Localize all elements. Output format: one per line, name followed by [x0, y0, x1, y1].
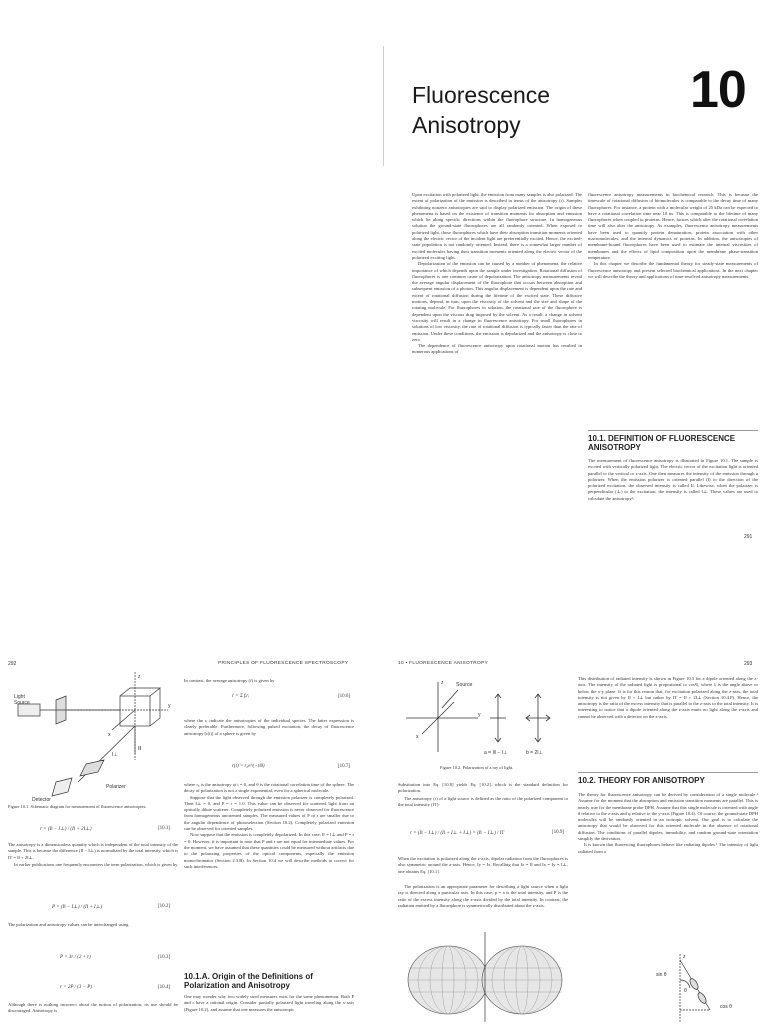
left-page-col2-text-b: where the rᵢ indicate the anisotropies of the individual species. The latter expression is clearly preferable. Furthermore, following pulsed excitation, the decay of fluorescence anisotropy [r(t)] of a sphere is given by — [184, 718, 354, 736]
chapter-title — [412, 80, 672, 140]
fig4-label-sin: sin θ — [656, 972, 667, 978]
top-page-margin-rule — [383, 46, 384, 166]
right-page-col2-text-a: This distribution of radiated intensity is shown in Figure 10.3 for a dipole oriented along the z-axis. The intensity of the radiated light is proportional to cos²ξ, where ξ is the angle above or below the x-y plane. It is for this reason that, for excitation polarized along the z-axis, the total intensity is not given by I‖ + I⊥ but rather by IT = I‖ + 2I⊥ (Section 10.4.F). Hence, the anisotropy is the ratio of the excess intensity that is parallel to the z-axis to the total intensity. It is interesting to notice that a dipole oriented along the z-axis emits no light along the z-axis and cannot be observed with a detector on the z-axis. — [578, 676, 758, 719]
fig2-axis-z: z — [441, 680, 444, 686]
equation-10-7-number: [10.7] — [338, 764, 351, 769]
fig2-label-a: a = I‖ − I⊥ — [484, 750, 508, 756]
figure-10-4-diagram — [650, 950, 760, 1024]
fig1-label-iperp: I⊥ — [112, 752, 118, 758]
intro-right-column — [588, 192, 758, 280]
intro-left-column — [412, 192, 582, 356]
section-rule-10-1 — [588, 430, 758, 431]
section-10-2-text — [578, 792, 758, 855]
fig4-label-cos: cos θ — [720, 1004, 732, 1010]
equation-10-1: r = (I‖ − I⊥) / (I‖ + 2I⊥) — [40, 827, 92, 832]
section-10-1-heading: 10.1. DEFINITION OF FLUORESCENCE ANISOTROPY — [588, 434, 736, 452]
section-10-1-A-text: One may wonder why two widely used measures exist for the same phenomenon. Both P and r have a rational origin. Consider partially polarized light traveling along the x-axis (Figure 10.2), and assume that one measures the anisotropic — [184, 994, 354, 1012]
page-number-293: 293 — [744, 661, 753, 667]
page-number-292: 292 — [8, 661, 17, 667]
equation-10-3: P = 3r / (2 + r) — [60, 955, 91, 960]
section-10-1-A-heading: 10.1.A. Origin of the Definitions of Polarization and Anisotropy — [184, 972, 313, 990]
left-page-col2-text-c — [184, 782, 354, 870]
equation-10-6-number: [10.6] — [338, 694, 351, 699]
left-page-text-d: Although there is nothing incorrect about the notion of polarization, its use should be discouraged. Anisotropy is — [8, 1002, 178, 1014]
right-page-text-c: When the excitation is polarized along the z-axis, dipolar radiation from the fluorophores is also symmetric around the z-axis. Hence, Iy = Ix. Recalling that Iz = I‖ and Ix = Iy = I⊥, one obtains Eq. [10.1]. — [398, 856, 568, 874]
page-number-291: 291 — [744, 534, 753, 540]
fig4-axis-z: z — [683, 954, 686, 960]
equation-10-4: r = 2P / (3 − P) — [60, 985, 92, 990]
fig2-axis-y: y — [478, 712, 481, 718]
equation-10-9-number: [10.9] — [552, 830, 565, 835]
left-page-text-c: The polarization and anisotropy values can be interchanged using — [8, 922, 129, 927]
intro-paragraph-5: In this chapter we describe the fundamental theory for steady-state measurements of fluorescence anisotropy and present selected biochemical applications. In the next chapter we will describe the theory and applications of time-resolved anisotropy measurements. — [588, 261, 758, 279]
intro-paragraph-4: fluorescence anisotropy measurements in biochemical research. This is because the timescale of rotational diffusion of biomolecules is comparable to the decay time of many fluorophores. For instance, a protein with a molecular weight of 25 kDa can be expected to have a rotational correlation time near 10 ns. This is comparable to the lifetime of many fluorophores when coupled to proteins. Hence, factors which alter the rotational correlation time will also alter the anisotropy. As examples, fluorescence anisotropy measurements have been used to quantify protein denaturation, protein association with other macromolecules, and the internal dynamics of proteins. In addition, the anisotropies of membrane-bound fluorophores have been used to estimate the internal viscosities of membranes and the effects of lipid composition upon the membrane phase-transition temperature. — [588, 192, 758, 260]
fig1-axis-x: x — [108, 732, 111, 738]
fig4-label-theta: θ — [684, 988, 687, 994]
right-page-text-b: The anisotropy (r) of a light source is defined as the ratio of the polarized component to the total intensity (IT): — [398, 796, 568, 808]
fig1-label-light: Light — [14, 694, 25, 700]
equation-10-6: r̄ = Σ fᵢrᵢ — [232, 694, 249, 699]
fig1-label-ipar: I‖ — [138, 746, 142, 752]
equation-10-3-number: [10.3] — [158, 955, 171, 960]
figure-10-1-caption: Figure 10.1. Schematic diagram for measurement of fluorescence anisotropies. — [8, 804, 147, 809]
equation-10-9: r = (I‖ − I⊥) / (I‖ + I⊥ + I⊥) = (I‖ − I⊥) / IT — [410, 831, 505, 836]
equation-10-7: r(t) = r₀e^(−t/θ) — [232, 764, 265, 769]
intro-paragraph-1: Upon excitation with polarized light, the emission from many samples is also polarized. The extent of polarization of the emission is described in terms of the anisotropy (r). Samples exhibiting nonzero anisotropies are said to display polarized emission. The origin of these phenomena is based on the existence of transition moments for absorption and emission which lie along specific directions within the fluorophore structure. In homogeneous solution the ground-state fluorophores are all randomly oriented. When exposed to polarized light, those fluorophores which have their absorption transition moments oriented along the electric vector of the incident light are preferentially excited. Hence, the excited-state population is not randomly oriented. Instead, there is a somewhat larger number of excited molecules having their transition moments oriented along the electric vector of the polarized exciting light. — [412, 192, 582, 260]
equation-10-2-number: [10.2] — [158, 904, 171, 909]
chapter-title-line2: Anisotropy — [412, 112, 521, 138]
left-page-text-a: The anisotropy is a dimensionless quantity which is independent of the total intensity of the sample. This is because the difference (I‖ − I⊥) is normalized by the total intensity, which is IT = I‖ + 2I⊥. — [8, 842, 178, 860]
fig1-label-detector: Detector — [32, 797, 51, 802]
equation-10-4-number: [10.4] — [158, 985, 171, 990]
fig2-label-source: Source — [456, 682, 473, 688]
section-10-2-heading: 10.2. THEORY FOR ANISOTROPY — [578, 776, 705, 785]
left-page-col2-paragraph-d: Suppose that the light observed through the emission polarizer is completely polarized. Then I⊥ = 0, and P = r = 1.0. This value can be observed for scattered light from an optically dilute scatterer. Completely polarized emission is never observed for fluorescence from homogeneous unoriented samples. The measured values of P or r are smaller due to the angular dependence of photoselection (Section 10.2). Completely polarized emission can be observed for oriented samples. — [184, 794, 354, 832]
section-10-2-paragraph-2: It is known that fluorescing fluorophores behave like radiating dipoles.¹ The intensity of light radiated from a — [578, 842, 758, 854]
section-10-1-text: The measurement of fluorescence anisotropy is illustrated in Figure 10.1. The sample is excited with vertically polarized light. The electric vector of the excitation light is oriented parallel to the vertical or z-axis. One then measures the intensity of the emission through a polarizer. When the emission polarizer is oriented parallel (‖) to the direction of the polarized excitation, the observed intensity is called I‖. Likewise, when the polarizer is perpendicular (⊥) to the excitation, the intensity is called I⊥. These values are used to calculate the anisotropy¹: — [588, 458, 758, 501]
figure-10-2-diagram — [398, 672, 568, 762]
intro-paragraph-3: The dependence of fluorescence anisotropy upon rotational motion has resulted in numerous applications of — [412, 343, 582, 355]
running-head-right: 10 • FLUORESCENCE ANISOTROPY — [398, 661, 489, 666]
fig1-axis-z: z — [138, 674, 141, 680]
chapter-number: 10 — [690, 61, 746, 119]
figure-10-3-diagram — [398, 928, 570, 1024]
fig1-label-polarizer: Polarizer — [106, 784, 126, 790]
right-page-text-a: Substitution into Eq. [10.8] yields Eq. [10.2], which is the standard definition for polarization. — [398, 782, 568, 794]
equation-10-1-number: [10.1] — [158, 826, 171, 831]
left-page-col2-paragraph-c: where r₀ is the anisotropy at t = 0, and θ is the rotational correlation time of the sphere. The decay of polarization is not a single exponential, even for a spherical molecule. — [184, 782, 354, 794]
left-page-col2-paragraph-e: Now suppose that the emission is completely depolarized. In this case, I‖ = I⊥ and P = r = 0. However, it is important to note that P and r are not equal for intermediate values. For the moment, we have assumed that these quantities could be measured without artifacts due to the polarizing properties of the optical components, especially the emission monochromator (Section 2.3.B). In Section 10.4 we will describe methods to correct for such interferences. — [184, 832, 354, 869]
fig1-label-source: Source — [14, 700, 30, 706]
fig2-label-b: b = 2I⊥ — [526, 750, 544, 756]
figure-10-2-caption: Figure 10.2. Polarization of a ray of light. — [440, 765, 514, 770]
fig2-axis-x: x — [416, 734, 419, 740]
section-10-2-paragraph-1: The theory for fluorescence anisotropy can be derived by consideration of a single molecule.¹ Assume for the moment that the absorption and emission transition moments are parallel. This is nearly true for the membrane probe DPH. Assume that this single molecule is oriented with angle θ relative to the z-axis and φ relative to the y-axis (Figure 10.4). Of course, the ground-state DPH molecules will be randomly oriented in an isotropic solvent. Our goal is to calculate the anisotropy that would be observed for this oriented molecule in the absence of rotational diffusion. The conditions of parallel dipoles, immobility, and random ground-state orientation simplify the derivation. — [578, 792, 758, 842]
chapter-title-line1: Fluorescence — [412, 82, 551, 108]
intro-paragraph-2: Depolarization of the emission can be caused by a number of phenomena, the relative importance of which depends upon the sample under investigation. Rotational diffusion of fluorophores is one common cause of depolarization. The anisotropy measurements reveal the average angular displacement of the fluorophore that occurs between absorption and subsequent emission of a photon. This angular displacement is dependent upon the rate and extent of rotational diffusion during the lifetime of the excited state. These diffusive motions, depend, in turn, upon the viscosity of the solvent and the size and shape of the rotating molecule. For fluorophores in solution, the rotational rate of the fluorophore is dependent upon the viscous drag imposed by the solvent. As a result, a change in solvent viscosity will result in a change in fluorescence anisotropy. For small fluorophores in solutions of low viscosity, the rate of rotational diffusion is typically faster than the rate of emission. Under these conditions, the emission is depolarized and the anisotropy is close to zero. — [412, 261, 582, 342]
left-page-col2-text-a: In contrast, the average anisotropy (r̄) is given by — [184, 678, 275, 683]
running-head-left: PRINCIPLES OF FLUORESCENCE SPECTROSCOPY — [218, 661, 349, 666]
left-page-text-b: In earlier publications one frequently encounters the term polarization, which is given by — [14, 862, 178, 867]
right-page-text-d: The polarization is an appropriate parameter for describing a light source when a light ray is directed along a particular axis. In this case, p = a is the total intensity, and P is the ratio of the excess intensity along the z-axis divided by the total intensity. In contrast, the radiation emitted by a fluorophore is symmetrically distributed about the z-axis. — [398, 884, 568, 908]
fig1-axis-y: y — [168, 703, 171, 709]
section-rule-10-2 — [578, 772, 758, 773]
figure-10-1-diagram — [8, 670, 176, 802]
equation-10-2: P = (I‖ − I⊥) / (I‖ + I⊥) — [52, 905, 103, 910]
